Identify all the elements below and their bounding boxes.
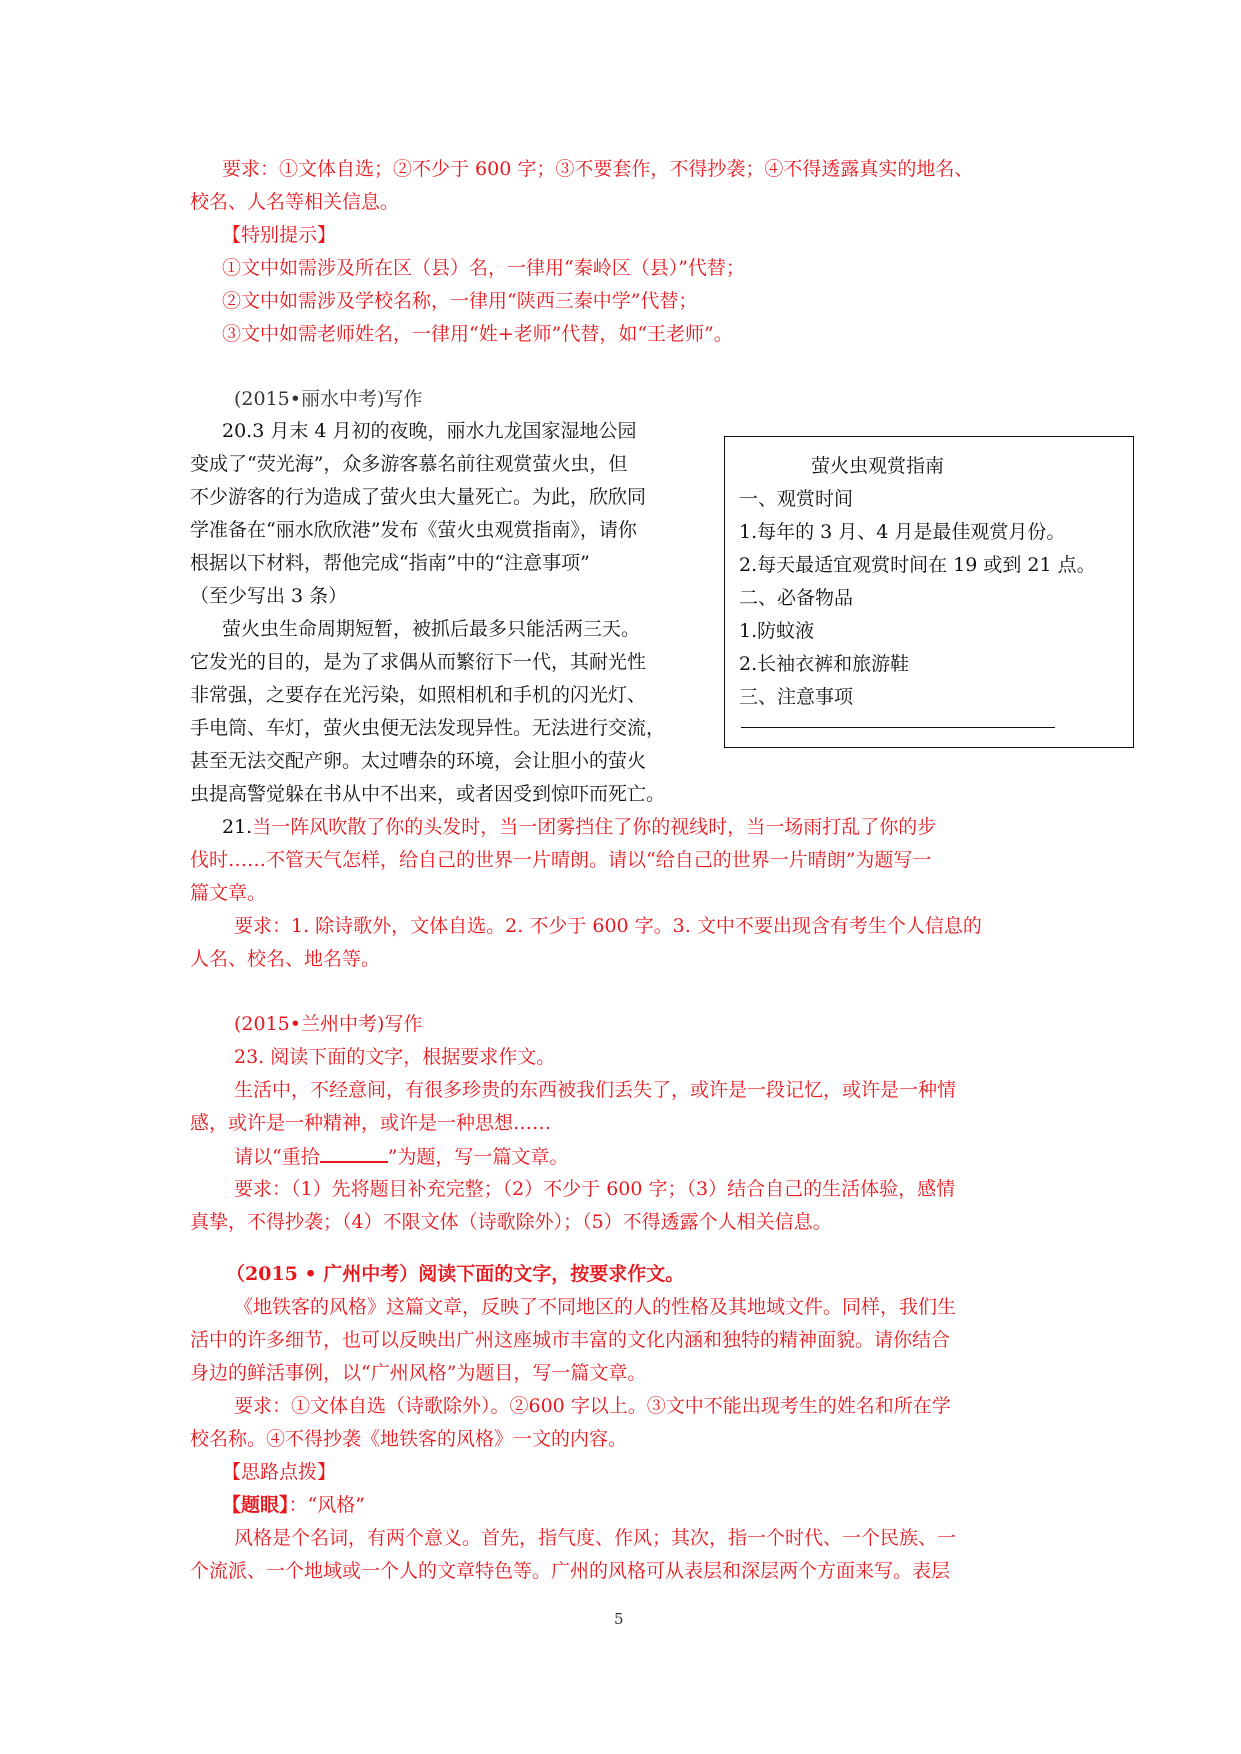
q23-title-post: ”为题，写一篇文章。 <box>387 1146 569 1168</box>
guide-section-2: 二、必备物品 <box>739 587 854 609</box>
q20-line-1: 20.3 月末 4 月初的夜晚，丽水九龙国家湿地公园 <box>222 420 637 442</box>
q21-line-3: 篇文章。 <box>190 882 267 904</box>
material-line-5: 甚至无法交配产卵。太过嘈杂的环境，会让胆小的萤火 <box>190 750 647 772</box>
guide-item-1-1: 1.每年的 3 月、4 月是最佳观赏月份。 <box>739 521 1066 543</box>
guangzhou-heading: （2015 • 广州中考）阅读下面的文字，按要求作文。 <box>226 1263 685 1285</box>
guide-item-2-1: 1.防蚊液 <box>739 620 815 642</box>
gz-passage-3: 身边的鲜活事例，以“广州风格”为题目，写一篇文章。 <box>190 1362 647 1384</box>
q23-requirement-2: 真挚，不得抄袭；（4）不限文体（诗歌除外）；（5）不得透露个人相关信息。 <box>190 1211 832 1233</box>
gz-requirement-2: 校名称。④不得抄袭《地铁客的风格》一文的内容。 <box>190 1428 628 1450</box>
q20-line-3: 不少游客的行为造成了萤火虫大量死亡。为此，欣欣同 <box>190 486 647 508</box>
q21-text-1: 当一阵风吹散了你的头发时，当一团雾挡住了你的视线时，当一场雨打乱了你的步 <box>252 816 937 838</box>
special-tip-3: ③文中如需老师姓名，一律用“姓+老师”代替，如“王老师”。 <box>222 323 733 345</box>
q23-prompt: 23. 阅读下面的文字，根据要求作文。 <box>234 1046 556 1068</box>
lanzhou-source: (2015•兰州中考)写作 <box>234 1013 423 1035</box>
special-tip-1: ①文中如需涉及所在区（县）名，一律用“秦岭区（县）”代替； <box>222 257 745 279</box>
gz-passage-1: 《地铁客的风格》这篇文章，反映了不同地区的人的性格及其地域文件。同样，我们生 <box>234 1296 957 1318</box>
material-line-2: 它发光的目的，是为了求偶从而繁衍下一代，其耐光性 <box>190 651 647 673</box>
q20-line-4: 学准备在“丽水欣欣港”发布《萤火虫观赏指南》，请你 <box>190 519 637 541</box>
q20-line-6: （至少写出 3 条） <box>190 585 348 607</box>
title-blank <box>320 1143 388 1163</box>
q23-title-line <box>234 1143 568 1170</box>
topic-eye-value: ：“风格” <box>288 1494 365 1516</box>
special-tip-2: ②文中如需涉及学校名称，一律用“陕西三秦中学”代替； <box>222 290 698 312</box>
gz-passage-2: 活中的许多细节，也可以反映出广州这座城市丰富的文化内涵和独特的精神面貌。请你结合 <box>190 1329 951 1351</box>
q23-passage-1: 生活中，不经意间，有很多珍贵的东西被我们丢失了，或许是一段记忆，或许是一种情 <box>234 1079 957 1101</box>
q21-number: 21. <box>222 816 253 838</box>
guide-item-2-2: 2.长袖衣裤和旅游鞋 <box>739 653 910 675</box>
q21-requirement-1: 要求：1. 除诗歌外，文体自选。2. 不少于 600 字。3. 文中不要出现含有考生个人信息的 <box>234 915 982 937</box>
guide-title: 萤火虫观赏指南 <box>811 455 945 477</box>
requirement-line-2: 校名、人名等相关信息。 <box>190 191 400 213</box>
lishui-source: (2015•丽水中考)写作 <box>234 388 423 410</box>
q20-line-5: 根据以下材料，帮他完成“指南”中的“注意事项” <box>190 552 590 574</box>
requirement-line-1: 要求：①文体自选；②不少于 600 字；③不要套作，不得抄袭；④不得透露真实的地名、 <box>222 158 974 180</box>
q23-passage-2: 感，或许是一种精神，或许是一种思想…… <box>190 1112 552 1134</box>
page-number: 5 <box>614 1610 624 1628</box>
guide-section-1: 一、观赏时间 <box>739 488 854 510</box>
material-line-1: 萤火虫生命周期短暂，被抓后最多只能活两三天。 <box>222 618 641 640</box>
q23-title-pre: 请以“重拾 <box>234 1146 320 1168</box>
material-line-4: 手电筒、车灯，萤火虫便无法发现异性。无法进行交流， <box>190 717 666 739</box>
gz-body-1: 风格是个名词，有两个意义。首先，指气度、作风；其次，指一个时代、一个民族、一 <box>234 1527 957 1549</box>
guide-item-1-2: 2.每天最适宜观赏时间在 19 或到 21 点。 <box>739 554 1096 576</box>
gz-requirement-1: 要求：①文体自选（诗歌除外）。②600 字以上。③文中不能出现考生的姓名和所在学 <box>234 1395 951 1417</box>
q21-requirement-2: 人名、校名、地名等。 <box>190 948 381 970</box>
q21-line-2: 伐时……不管天气怎样，给自己的世界一片晴朗。请以“给自己的世界一片晴朗”为题写一 <box>190 849 932 871</box>
guide-section-3: 三、注意事项 <box>739 686 854 708</box>
q21-line-1 <box>222 814 936 840</box>
special-tip-title: 【特别提示】 <box>222 224 337 246</box>
guide-answer-line <box>741 727 1055 728</box>
gz-body-2: 个流派、一个地域或一个人的文章特色等。广州的风格可从表层和深层两个方面来写。表层 <box>190 1560 951 1582</box>
material-line-3: 非常强，之要存在光污染，如照相机和手机的闪光灯、 <box>190 684 647 706</box>
topic-eye-label: 【题眼】 <box>222 1494 289 1516</box>
material-line-6: 虫提高警觉躲在书从中不出来，或者因受到惊吓而死亡。 <box>190 783 666 805</box>
q20-line-2: 变成了“荧光海”，众多游客慕名前往观赏萤火虫，但 <box>190 453 628 475</box>
topic-eye-line <box>222 1492 365 1518</box>
firefly-guide-box <box>724 436 1134 748</box>
q23-requirement-1: 要求：（1）先将题目补充完整；（2）不少于 600 字；（3）结合自己的生活体验，感情 <box>234 1178 956 1200</box>
hint-title: 【思路点拨】 <box>222 1461 337 1483</box>
